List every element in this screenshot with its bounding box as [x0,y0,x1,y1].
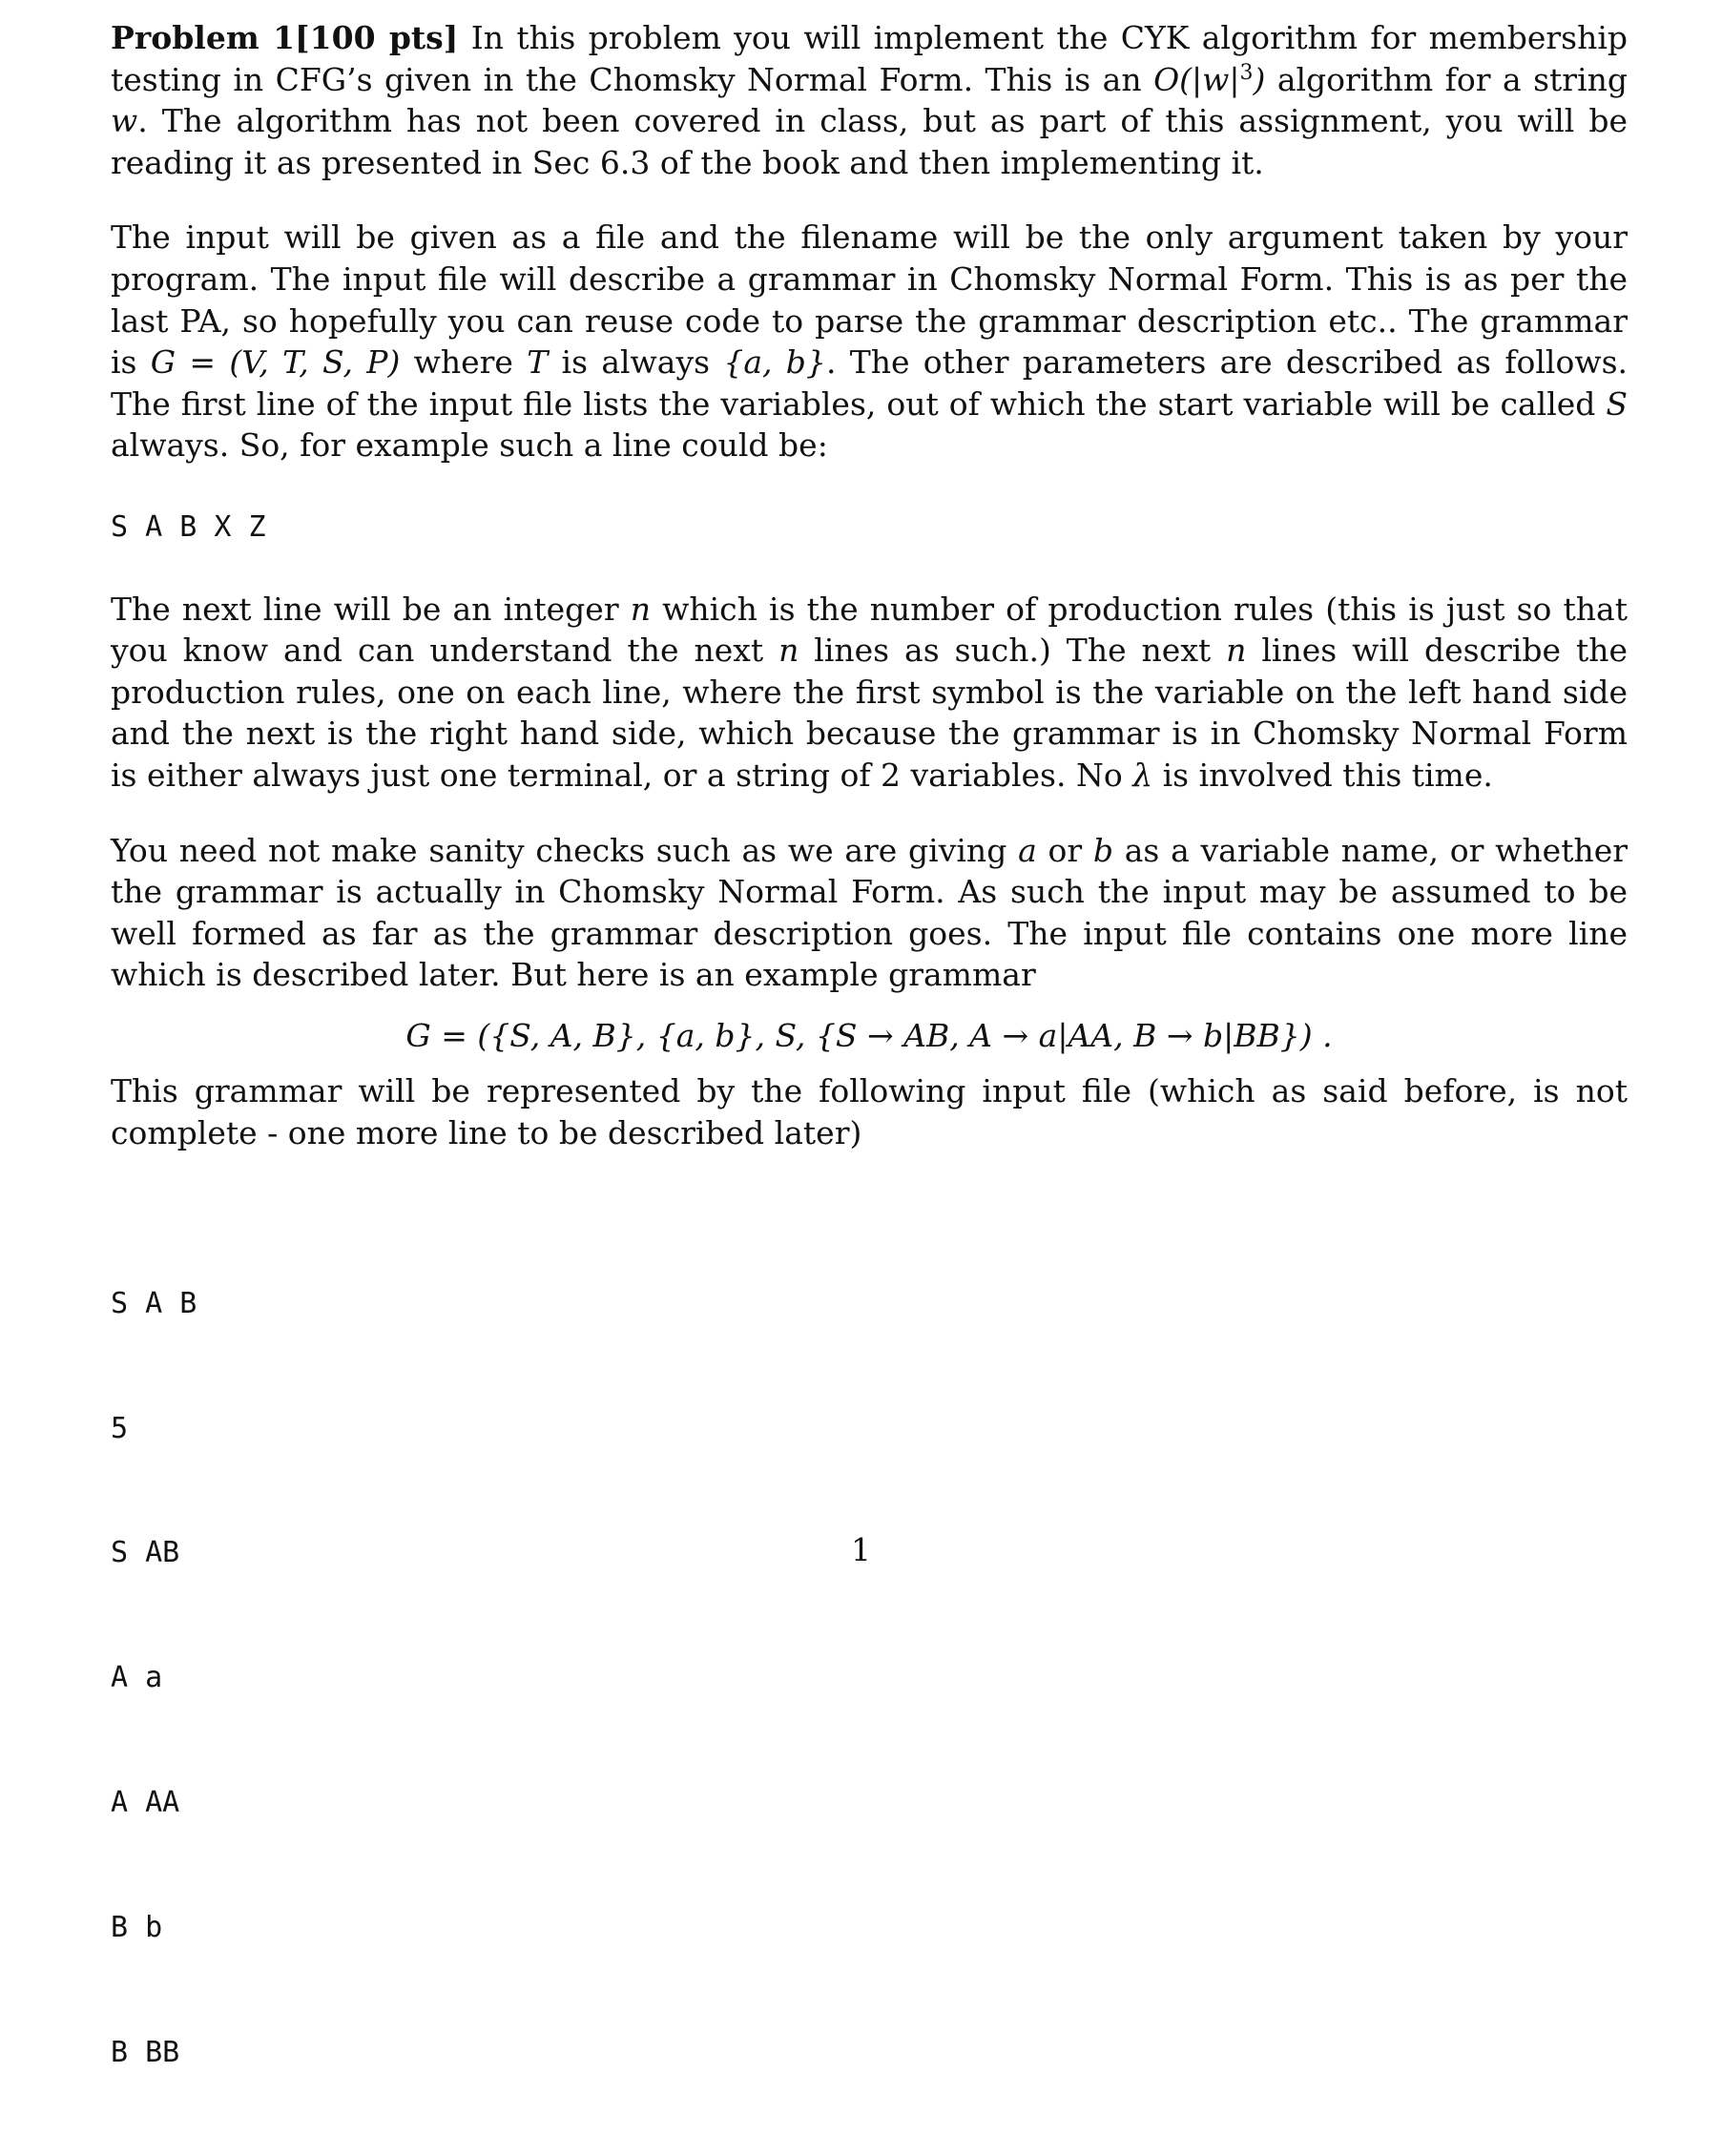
page-number: 1 [851,1531,871,1568]
n-symbol: n [630,590,651,628]
rules-text-a: The next line will be an integer [111,590,631,628]
rules-description-paragraph [111,589,1628,797]
input-description-paragraph [111,217,1628,466]
var-a: a [1018,831,1037,869]
input-text-a: The input will be given as a file and the filename will be the only argument taken by your program. The input file will describe a grammar in Chomsky Normal Form. This is as per the last PA, so hopefully you can reuse code to parse the grammar description etc.. The grammar is [111,218,1628,382]
input-file-line: A AA [111,1785,180,1819]
problem-intro-paragraph [111,17,1628,183]
n-symbol: n [1226,632,1247,670]
input-file-line: B b [111,1910,163,1944]
var-b: b [1092,831,1114,869]
intro-text-c: . The algorithm has not been covered in class, but as part of this assignment, you will be reading it as presented in Sec 6.3 of the book and then implementing it. [111,102,1628,181]
input-text-d: . The other parameters are described as follows. The first line of the input file lists the variables, out of which the start variable will be called [111,343,1628,423]
document-page [111,17,1628,2156]
complexity-expression: O(|w| [1153,60,1240,98]
sanity-text-c: as a variable name, or whether the grammar is actually in Chomsky Normal Form. As such the input may be assumed to be well formed as far as the grammar description goes. The input file contains one more line which is described later. But here is an example grammar [111,831,1629,994]
terminal-set: {a, b} [723,343,826,382]
string-w: w [111,102,138,140]
representation-paragraph: This grammar will be represented by the following input file (which as said before, is not complete - one more line to be described later) [111,1072,1628,1152]
problem-heading: Problem 1[100 pts] [111,19,459,56]
rules-text-b: which is the number of production rules (this is just so that you know and can understand the next [111,590,1628,670]
sanity-text-a: You need not make sanity checks such as we are giving [111,831,1019,869]
lambda-symbol: λ [1132,756,1153,794]
example-grammar-equation: G = ({S, A, B}, {a, b}, S, {S → AB, A → a|AA, B → b|BB}) . [405,1016,1333,1054]
sanity-checks-paragraph [111,830,1628,996]
input-file-line: B BB [111,2035,180,2069]
input-file-line: S AB [111,1536,180,1570]
input-text-b: where [400,343,528,382]
example-variables-line: S A B X Z [111,509,266,544]
example-input-file [111,1200,1628,2156]
grammar-tuple: G = (V, T, S, P) [150,343,401,382]
input-file-line: 5 [111,1411,129,1445]
input-text-e: always. So, for example such a line could be: [111,426,828,465]
input-file-line: A a [111,1661,163,1695]
complexity-close: ) [1253,60,1266,98]
sanity-text-b: or [1036,831,1093,869]
complexity-exponent: 3 [1239,60,1254,85]
input-text-c: is always [548,343,724,382]
rules-text-e: is involved this time. [1152,756,1493,794]
terminal-set-symbol: T [527,343,549,382]
intro-text-b: algorithm for a string [1265,60,1628,98]
intro-text-a: In this problem you will implement the CYK algorithm for membership testing in CFG’s given in the Chomsky Normal Form. This is an [111,19,1629,98]
n-symbol: n [778,632,799,670]
start-variable: S [1606,384,1628,423]
rules-text-c: lines as such.) The next [799,632,1227,670]
rules-text-d: lines will describe the production rules, one on each line, where the first symbol is the variable on the left hand side and the next is the right hand side, which because the grammar is in Chomsky Normal Form is either always just one terminal, or a string of 2 variables. No [111,632,1628,794]
input-file-line: S A B [111,1286,197,1320]
